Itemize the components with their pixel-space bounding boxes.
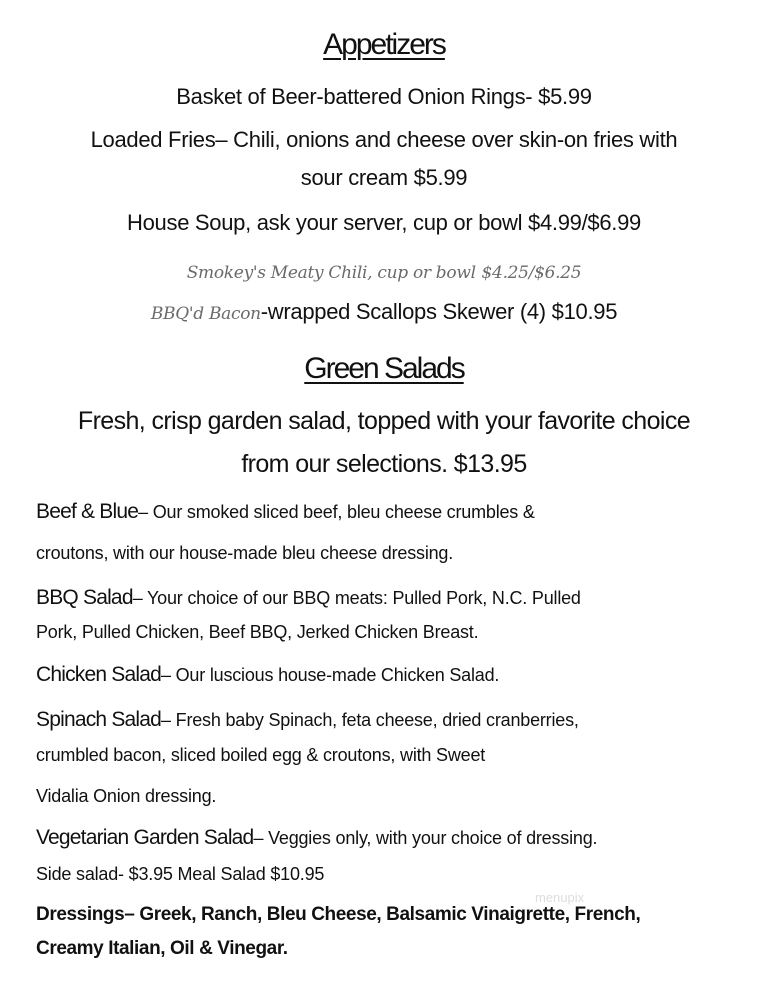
salad-item-bbq-line2: Pork, Pulled Chicken, Beef BBQ, Jerked Chicken Breast.: [36, 622, 479, 642]
chili-name: Smokey's Meaty Chili, cup or bowl: [186, 263, 476, 283]
salad-item-beef-blue-line2: croutons, with our house-made bleu cheese dressing.: [36, 543, 454, 563]
salad-item-name: Beef & Blue: [36, 500, 139, 523]
salad-item-vegetarian-line2: Side salad- $3.95 Meal Salad $10.95: [36, 864, 325, 884]
watermark-logo: [535, 890, 675, 930]
house-soup-item: House Soup, ask your server, cup or bowl $4.99/$6.99: [127, 210, 641, 235]
dressings-line2: Creamy Italian, Oil & Vinegar.: [36, 938, 288, 959]
salad-item-beef-blue: [36, 500, 746, 524]
chili-price: $4.25/$6.25: [481, 263, 582, 283]
salad-item-vegetarian: [36, 826, 746, 850]
appetizers-heading: Appetizers: [323, 28, 445, 61]
chili-item: [0, 258, 768, 284]
salad-item-desc: – Our smoked sliced beef, bleu cheese crumbles &: [138, 502, 535, 522]
onion-rings-item: Basket of Beer-battered Onion Rings- $5.99: [176, 84, 592, 109]
salad-item-name: Chicken Salad: [36, 663, 162, 686]
watermark-text: menupix: [535, 890, 585, 905]
salad-item-name: Spinach Salad: [36, 708, 162, 731]
salad-item-desc: – Your choice of our BBQ meats: Pulled Pork, N.C. Pulled: [132, 588, 581, 608]
salad-item-chicken: [36, 663, 746, 687]
dressings-line1: Dressings– Greek, Ranch, Bleu Cheese, Balsamic Vinaigrette, French,: [36, 904, 641, 925]
salad-item-name: Vegetarian Garden Salad: [36, 826, 254, 849]
salad-item-bbq: [36, 586, 746, 610]
scallops-item: [0, 299, 768, 325]
loaded-fries-item-line2: sour cream $5.99: [300, 165, 468, 190]
salad-item-name: BBQ Salad: [36, 586, 133, 609]
salad-item-spinach-line2: crumbled bacon, sliced boiled egg & croutons, with Sweet: [36, 745, 486, 765]
loaded-fries-item-line1: Loaded Fries– Chili, onions and cheese over skin-on fries with: [90, 127, 678, 152]
scallops-prefix: BBQ'd Bacon: [150, 304, 261, 324]
scallops-rest: -wrapped Scallops Skewer (4) $10.95: [260, 299, 618, 324]
salad-intro-line1: Fresh, crisp garden salad, topped with your favorite choice: [77, 407, 691, 435]
salad-item-spinach-line3: Vidalia Onion dressing.: [36, 786, 217, 806]
salad-item-desc: – Veggies only, with your choice of dressing.: [253, 828, 598, 848]
salad-intro-line2: from our selections. $13.95: [241, 450, 527, 478]
salad-item-desc: – Our luscious house-made Chicken Salad.: [161, 665, 500, 685]
salad-item-spinach: [36, 708, 746, 732]
salad-item-desc: – Fresh baby Spinach, feta cheese, dried cranberries,: [161, 710, 579, 730]
green-salads-heading: Green Salads: [304, 352, 464, 385]
